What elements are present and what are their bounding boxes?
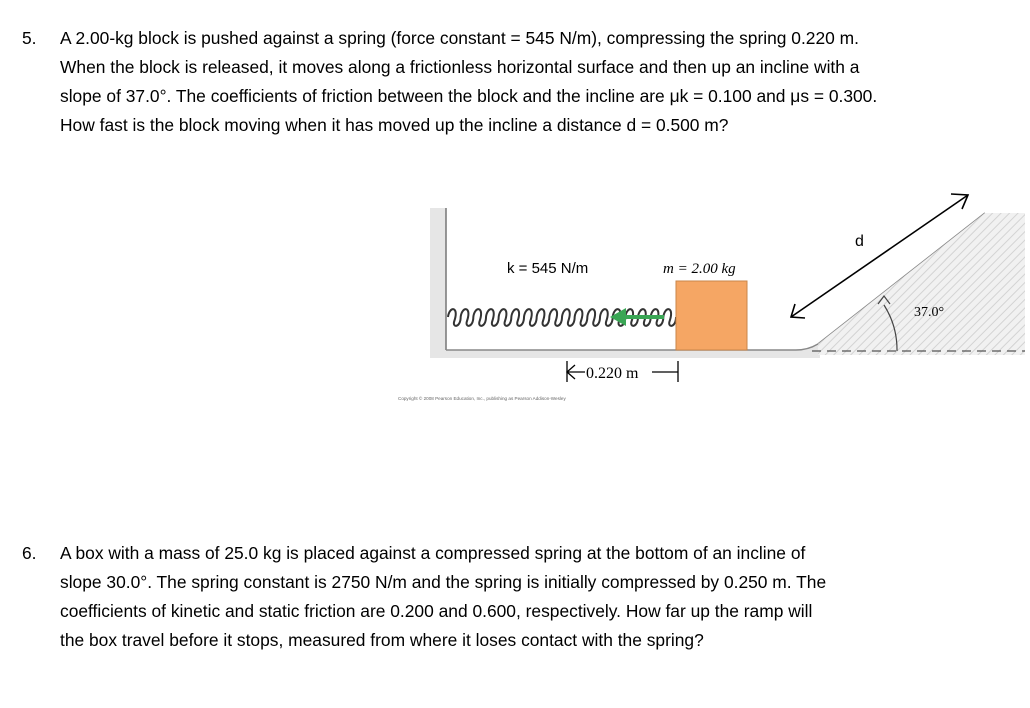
distance-label: d: [855, 233, 864, 250]
problem-number: 6.: [22, 543, 37, 563]
problem-text-line: the box travel before it stops, measured from where it loses contact with the spring?: [60, 630, 704, 650]
problem-number: 5.: [22, 28, 37, 48]
problem-text-line: slope 30.0°. The spring constant is 2750 N/m and the spring is initially compressed by 0.250 m. The: [60, 572, 827, 592]
problem-text-line: A 2.00-kg block is pushed against a spring (force constant = 545 N/m), compressing the spring 0.220 m.: [60, 28, 859, 48]
compression-label: 0.220 m: [586, 365, 639, 382]
angle-label: 37.0°: [914, 305, 945, 320]
copyright-note: Copyright © 2008 Pearson Education, Inc., publishing as Pearson Addison-Wesley: [398, 396, 566, 401]
mass-block: [676, 281, 747, 350]
wall-and-floor: [430, 208, 820, 358]
spring-constant-label: k = 545 N/m: [507, 260, 589, 277]
mass-label: m = 2.00 kg: [663, 261, 736, 277]
problem-text-line: How fast is the block moving when it has moved up the incline a distance d = 0.500 m?: [60, 115, 729, 135]
problem-text-line: coefficients of kinetic and static friction are 0.200 and 0.600, respectively. How far up the ramp will: [60, 601, 813, 621]
problem-text-line: When the block is released, it moves along a frictionless horizontal surface and then up an incline with a: [60, 57, 860, 77]
problem-text-line: slope of 37.0°. The coefficients of friction between the block and the incline are μk = 0.100 and μs = 0.300.: [60, 86, 878, 106]
incline-ramp: [818, 213, 1025, 355]
problem-6: [22, 539, 1022, 655]
problem-text-line: A box with a mass of 25.0 kg is placed against a compressed spring at the bottom of an incline of: [60, 543, 806, 563]
